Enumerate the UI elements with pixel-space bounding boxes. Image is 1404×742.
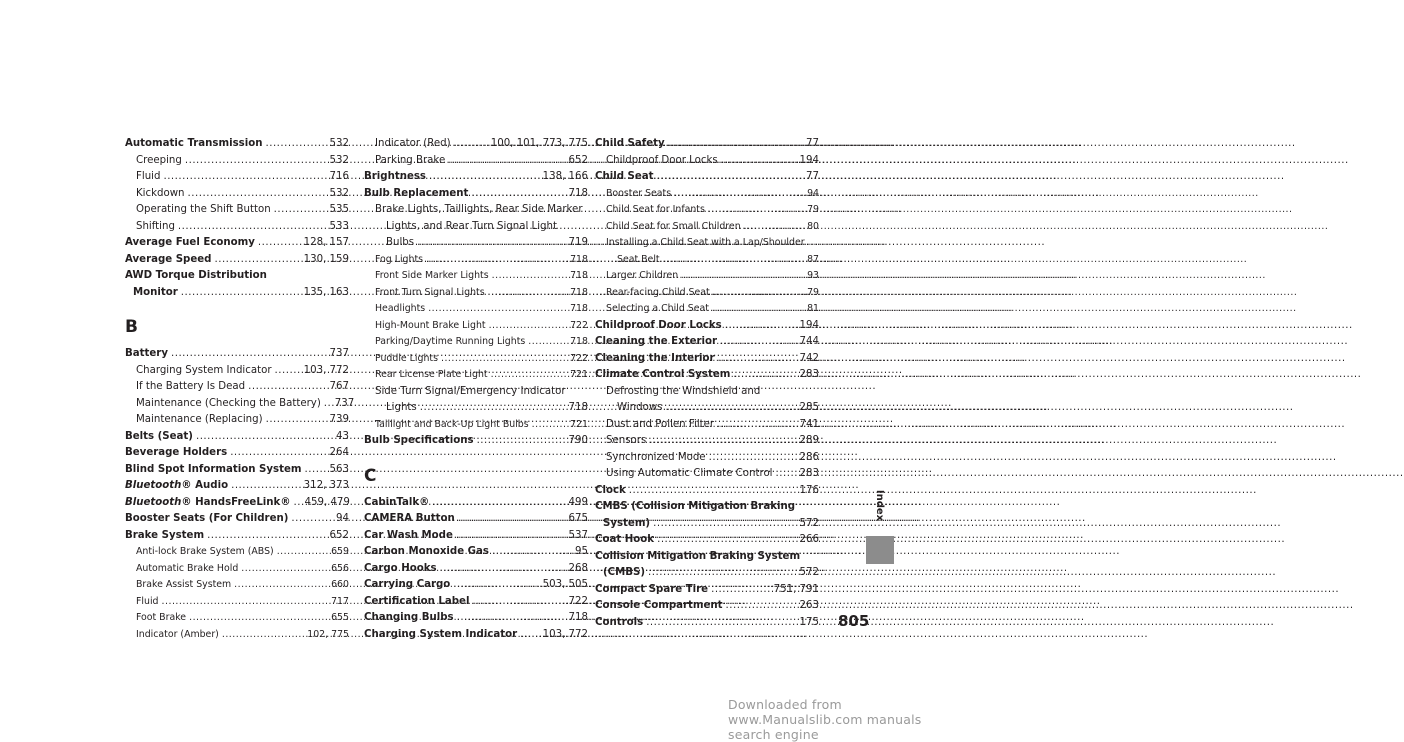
index-entry-line: Lights, and Rear Turn Signal Light [386,220,557,232]
index-subentry: Kickdown ..... 532 [125,186,349,203]
index-subentry: Operating the Shift Button ..... 535 [125,202,349,219]
index-entry: Cleaning the Interior ..... 742 [595,351,819,368]
index-subentry: Child Seat for Infants ..... 79 [595,202,819,219]
index-subentry: Charging System Indicator ..... 103, 772 [125,363,349,380]
index-subentry: If the Battery Is Dead ..... 767 [125,379,349,396]
index-entry: Battery ..... 737 [125,346,349,363]
index-subentry: Using Automatic Climate Control ..... 283 [595,466,819,483]
index-entry-line: CMBS (Collision Mitigation Braking [595,501,796,512]
index-entry: System) ..... 572 [595,516,819,533]
index-entry: Beverage Holders ..... 264 [125,445,349,462]
index-subentry: Brake Assist System ..... 660 [125,577,349,594]
index-entry: Monitor ..... 135, 163 [125,285,349,302]
index-entry: Automatic Transmission ..... 532 [125,136,349,153]
index-subentry: Front Side Marker Lights ..... 718 [364,268,588,285]
index-tab-marker [866,536,894,564]
index-entry: Belts (Seat) ..... 43 [125,429,349,446]
index-subentry: Seat Belt ..... 87 [595,252,819,269]
index-entry: Brake System ..... 652 [125,528,349,545]
index-entry-line: Collision Mitigation Braking System [595,550,801,562]
index-entry: (CMBS) ..... 572 [595,565,819,582]
index-subentry: Childproof Door Locks ..... 194 [595,153,819,170]
index-subentry: Taillight and Back-Up Light Bulbs ..... 721 [364,417,588,434]
index-subentry: Fog Lights ..... 718 [364,252,588,269]
index-subentry: Rear License Plate Light ..... 721 [364,367,588,384]
index-subentry: Bulbs ..... 719 [364,235,588,252]
index-subentry: Lights ..... 718 [364,400,588,417]
index-entry: Changing Bulbs ..... 718 [364,610,588,627]
index-subentry: Shifting ..... 533 [125,219,349,236]
index-entry: Blind Spot Information System ..... 563 [125,462,349,479]
index-entry: Charging System Indicator ..... 103, 772 [364,627,588,644]
index-entry: Child Safety ..... 77 [595,136,819,153]
index-entry-line: AWD Torque Distribution [125,270,267,281]
index-subentry: Foot Brake ..... 655 [125,610,349,627]
index-subentry: Parking/Daytime Running Lights ..... 718 [364,334,588,351]
index-entry: Brightness ..... 138, 166 [364,169,588,186]
index-subentry: Sensors ..... 289 [595,433,819,450]
index-entry: Bluetooth® HandsFreeLink® ..... 459, 479 [125,495,349,512]
index-subentry: Booster Seats ..... 94 [595,186,819,203]
index-entry: Compact Spare Tire ..... 751, 791 [595,582,819,599]
index-subentry: High-Mount Brake Light ..... 722 [364,318,588,335]
watermark: Downloaded from www.Manualslib.com manuals search engine [728,697,922,742]
index-entry: Booster Seats (For Children) ..... 94 [125,511,349,528]
index-column-3 [595,136,819,631]
index-subentry: Fluid ..... 717 [125,594,349,611]
index-entry: Cargo Hooks ..... 268 [364,561,588,578]
index-entry: Average Speed ..... 130, 159 [125,252,349,269]
section-letter-c: C [364,465,377,486]
index-subentry: Indicator (Red) ..... 100, 101, 773, 775 [364,136,588,153]
index-subentry: Rear-facing Child Seat ..... 79 [595,285,819,302]
index-entry-line: Brake Lights, Taillights, Rear Side Marker [375,204,583,215]
index-entry: Certification Label ..... 722 [364,594,588,611]
page-number: 805 [838,612,870,630]
index-subentry: Headlights ..... 718 [364,301,588,318]
index-side-label: Index [874,489,886,521]
index-entry: Bulb Replacement ..... 718 [364,186,588,203]
index-subentry: Selecting a Child Seat ..... 81 [595,301,819,318]
section-letter-b: B [125,317,138,337]
index-subentry: Indicator (Amber) ..... 102, 775 [125,627,349,644]
index-entry: Controls ..... 175 [595,615,819,632]
index-entry: Average Fuel Economy ..... 128, 157 [125,235,349,252]
index-subentry: Larger Children ..... 93 [595,268,819,285]
index-subentry: Creeping ..... 532 [125,153,349,170]
index-entry: Climate Control System ..... 283 [595,367,819,384]
index-entry: Carbon Monoxide Gas ..... 95 [364,544,588,561]
index-entry: Coat Hook ..... 266 [595,532,819,549]
index-entry: Cleaning the Exterior ..... 744 [595,334,819,351]
index-entry: Console Compartment ..... 263 [595,598,819,615]
index-column-1 [125,136,355,643]
index-entry-line: Installing a Child Seat with a Lap/Shoulder [606,237,805,248]
index-subentry: Maintenance (Checking the Battery) ..... 737 [125,396,349,413]
index-entry: Bulb Specifications ..... 790 [364,433,588,450]
index-entry: Childproof Door Locks ..... 194 [595,318,819,335]
index-subentry: Child Seat for Small Children ..... 80 [595,219,819,236]
index-entry: Bluetooth® Audio ..... 312, 373 [125,478,349,495]
index-entry: Clock ..... 176 [595,483,819,500]
index-subentry: Puddle Lights ..... 722 [364,351,588,368]
index-subentry: Front Turn Signal Lights ..... 718 [364,285,588,302]
index-subentry: Automatic Brake Hold ..... 656 [125,561,349,578]
index-subentry: Windows ..... 285 [595,400,819,417]
index-subentry: Fluid ..... 716 [125,169,349,186]
index-entry: Carrying Cargo ..... 503, 505 [364,577,588,594]
index-entry-line: Defrosting the Windshield and [606,385,761,397]
index-subentry: Anti-lock Brake System (ABS) ..... 659 [125,544,349,561]
index-subentry: Parking Brake ..... 652 [364,153,588,170]
index-entry: Child Seat ..... 77 [595,169,819,186]
index-column-2 [364,136,588,643]
index-subentry: Synchronized Mode ..... 286 [595,450,819,467]
index-subentry: Dust and Pollen Filter ..... 741 [595,417,819,434]
index-entry: Car Wash Mode ..... 537 [364,528,588,545]
index-entry: CAMERA Button ..... 675 [364,511,588,528]
index-entry: CabinTalk® ..... 499 [364,495,588,512]
index-entry-line: Side Turn Signal/Emergency Indicator [375,385,566,397]
index-subentry: Maintenance (Replacing) ..... 739 [125,412,349,429]
